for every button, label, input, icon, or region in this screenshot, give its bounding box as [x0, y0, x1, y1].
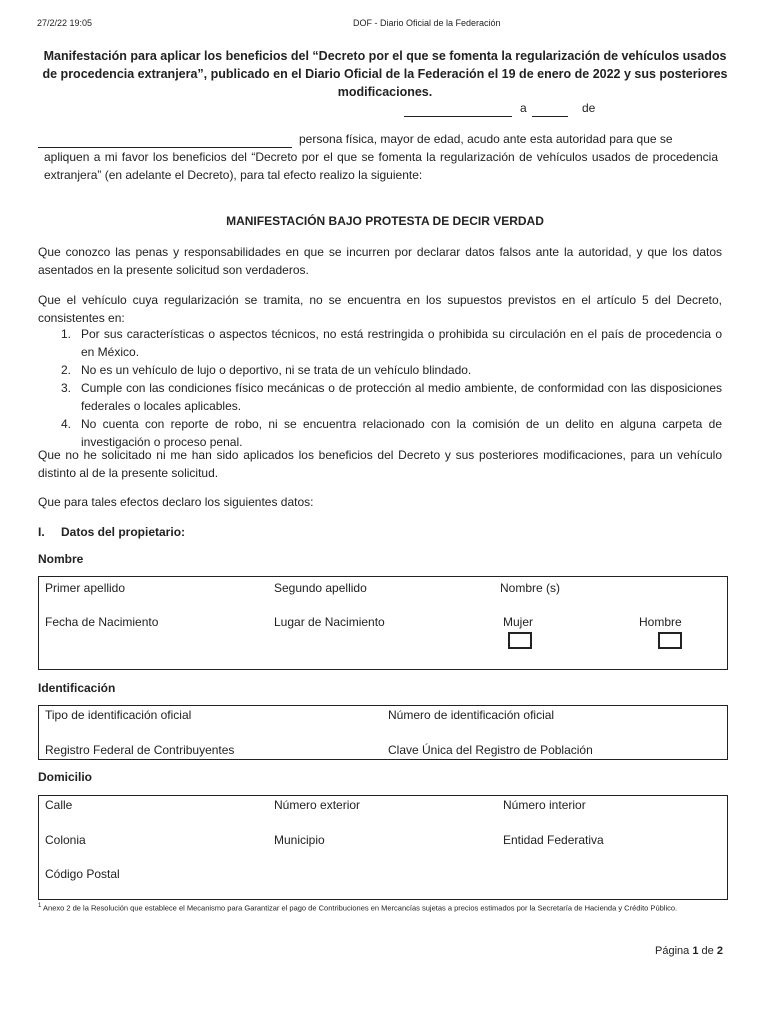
page-number	[655, 945, 723, 957]
name-blank	[38, 135, 292, 148]
footnote-text: Anexo 2 de la Resolución que establece el Mecanismo para Garantizar el pago de Contribuciones en Mercancías sujetas a precios estimados por la Secretaría de Hacienda y Crédito Público.	[43, 903, 678, 913]
requirements-list	[61, 325, 722, 451]
list-item	[61, 325, 722, 361]
list-text: No cuenta con reporte de robo, ni se encuentra relacionado con la comisión de un delito en alguna carpeta de investigación o proceso penal.	[81, 417, 722, 449]
list-number: 2.	[61, 363, 72, 377]
mujer-label: Mujer	[503, 615, 534, 629]
calle-label: Calle	[45, 798, 73, 812]
curp-label: Clave Única del Registro de Población	[388, 743, 593, 757]
nombres-label: Nombre (s)	[500, 581, 561, 595]
list-text: Por sus características o aspectos técnicos, no está restringida o prohibida su circulación en el país de procedencia o en México.	[81, 327, 722, 359]
section-title: Datos del propietario:	[61, 525, 186, 539]
document-title: Manifestación para aplicar los beneficios del “Decreto por el que se fomenta la regularización de vehículos usados de procedencia extranjera”, publicado en el Diario Oficial de la Federación el 19 de enero de 2022 y sus posteriores modificaciones.	[42, 49, 728, 99]
date-a-label: a	[520, 101, 527, 115]
date-de-label: de	[582, 101, 596, 115]
paragraph-no-prior: Que no he solicitado ni me han sido aplicados los beneficios del Decreto y sus posteriores modificaciones, para un vehículo distinto al de la presente solicitud.	[38, 448, 722, 480]
fecha-nacimiento-label: Fecha de Nacimiento	[45, 615, 159, 629]
nombre-box	[38, 576, 728, 670]
footnote-mark: 1	[38, 903, 42, 909]
list-text: No es un vehículo de lujo o deportivo, ni se trata de un vehículo blindado.	[81, 363, 472, 377]
lugar-nacimiento-label: Lugar de Nacimiento	[274, 615, 385, 629]
list-number: 4.	[61, 417, 72, 431]
hombre-label: Hombre	[639, 615, 682, 629]
list-text: Cumple con las condiciones físico mecánicas o de protección al medio ambiente, de conformidad con las disposiciones federales o locales aplicables.	[81, 381, 722, 413]
page-current: 1	[692, 945, 699, 957]
hombre-checkbox[interactable]	[658, 632, 682, 649]
primer-apellido-label: Primer apellido	[45, 581, 126, 595]
entidad-federativa-label: Entidad Federativa	[503, 833, 604, 847]
numero-identificacion-label: Número de identificación oficial	[388, 708, 555, 722]
numero-exterior-label: Número exterior	[274, 798, 361, 812]
section-number: I.	[38, 525, 45, 539]
paragraph-declare: Que para tales efectos declaro los siguientes datos:	[38, 495, 314, 509]
site-title: DOF - Diario Oficial de la Federación	[353, 18, 501, 28]
domicilio-heading: Domicilio	[38, 770, 93, 784]
domicilio-box	[38, 795, 728, 900]
list-item	[61, 379, 722, 415]
list-number: 3.	[61, 381, 72, 395]
mujer-checkbox[interactable]	[508, 632, 532, 649]
page-of: de	[701, 945, 714, 957]
identificacion-box	[38, 705, 728, 760]
nombre-heading: Nombre	[38, 552, 84, 566]
intro-paragraph: apliquen a mi favor los beneficios del “Decreto por el que se fomenta la regularización de vehículos usados de procedencia extranjera” (en adelante el Decreto), para tal efecto realizo la siguiente:	[44, 150, 718, 182]
page-label: Página	[655, 945, 690, 957]
municipio-label: Municipio	[274, 833, 325, 847]
paragraph-penalties: Que conozco las penas y responsabilidades en que se incurren por declarar datos falsos ante la autoridad, y que los datos asentados en la presente solicitud son verdaderos.	[38, 245, 722, 277]
identificacion-heading: Identificación	[38, 681, 116, 695]
place-blank	[404, 104, 512, 117]
colonia-label: Colonia	[45, 833, 86, 847]
list-item	[61, 361, 722, 379]
list-number: 1.	[61, 327, 72, 341]
paragraph-vehicle: Que el vehículo cuya regularización se tramita, no se encuentra en los supuestos previstos en el artículo 5 del Decreto, consistentes en:	[38, 293, 722, 325]
codigo-postal-label: Código Postal	[45, 867, 120, 881]
page-total: 2	[716, 945, 723, 957]
rfc-label: Registro Federal de Contribuyentes	[45, 743, 235, 757]
intro-first-line: persona física, mayor de edad, acudo ante esta autoridad para que se	[299, 132, 673, 146]
day-blank	[532, 104, 568, 117]
tipo-identificacion-label: Tipo de identificación oficial	[45, 708, 192, 722]
print-date: 27/2/22 19:05	[37, 18, 93, 28]
segundo-apellido-label: Segundo apellido	[274, 581, 367, 595]
section-heading: MANIFESTACIÓN BAJO PROTESTA DE DECIR VERDAD	[226, 214, 544, 228]
numero-interior-label: Número interior	[503, 798, 586, 812]
footnote	[38, 901, 726, 914]
